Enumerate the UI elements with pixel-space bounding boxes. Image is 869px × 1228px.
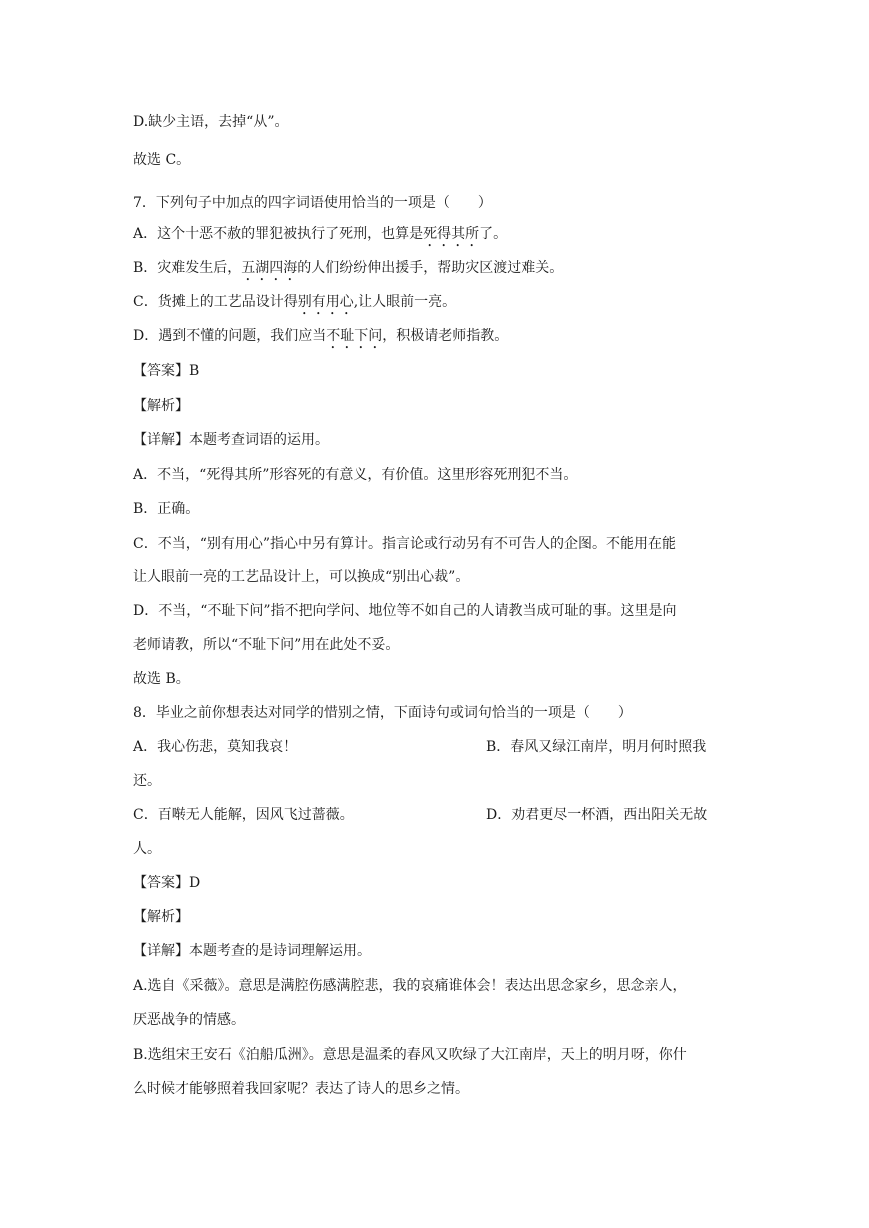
q7-option-d xyxy=(133,326,508,352)
q8-option-d-line2: 人。 xyxy=(133,841,161,857)
q7-option-c xyxy=(133,292,456,318)
q7-option-a-dotted: 死得其所 xyxy=(423,226,480,242)
q7-option-c-suffix: ,让人眼前一亮。 xyxy=(353,294,457,310)
q8-option-b-line1: B．春风又绿江南岸，明月何时照我 xyxy=(486,739,707,755)
q7-analysis-label: 【解析】 xyxy=(133,398,189,414)
q7-explain-d-line1: D．不当，“不耻下问”指不把向学问、地位等不如自己的人请教当成可耻的事。这里是向 xyxy=(133,603,677,619)
q8-explain-a-line1: A.选自《采薇》。意思是满腔伤感满腔悲，我的哀痛谁体会！表达出思念家乡，思念亲人， xyxy=(133,978,687,994)
q8-explain-b-line2: 么时候才能够照着我回家呢？表达了诗人的思乡之情。 xyxy=(133,1081,469,1097)
q7-option-d-prefix: D．遇到不懂的问题，我们应当 xyxy=(133,328,327,344)
q7-option-b-suffix: 的人们纷纷伸出援手，帮助灾区渡过难关。 xyxy=(297,260,564,276)
q8-option-d-line1: D．劝君更尽一杯酒，西出阳关无故 xyxy=(486,807,708,823)
q7-detail: 【详解】本题考查词语的运用。 xyxy=(133,432,329,448)
q7-option-d-dotted: 不耻下问 xyxy=(326,328,383,344)
q7-option-b-dotted: 五湖四海 xyxy=(241,260,298,276)
q8-option-a: A．我心伤悲，莫知我哀！ xyxy=(133,739,298,755)
q7-option-c-dotted: 别有用心 xyxy=(297,294,354,310)
q8-explain-b-line1: B.选组宋王安石《泊船瓜洲》。意思是温柔的春风又吹绿了大江南岸，天上的明月呀，你什 xyxy=(133,1047,687,1063)
q7-option-c-prefix: C．货摊上的工艺品设计得 xyxy=(133,294,298,310)
q7-explain-a: A．不当，“死得其所”形容死的有意义，有价值。这里形容死刑犯不当。 xyxy=(133,467,578,483)
q8-detail: 【详解】本题考查的是诗词理解运用。 xyxy=(133,943,371,959)
q7-explain-d-line2: 老师请教，所以“不耻下问”用在此处不妥。 xyxy=(133,637,400,653)
q7-answer: 【答案】B xyxy=(133,363,200,379)
q7-option-a-prefix: A．这个十恶不赦的罪犯被执行了死刑，也算是 xyxy=(133,226,424,242)
q7-explain-c-line1: C．不当，“别有用心”指心中另有算计。指言论或行动另有不可告人的企图。不能用在能 xyxy=(133,536,677,552)
q8-explain-a-line2: 厌恶战争的情感。 xyxy=(133,1012,245,1028)
q8-option-c: C．百啭无人能解，因风飞过蔷薇。 xyxy=(133,807,354,823)
prev-conclusion: 故选 C。 xyxy=(133,152,191,168)
q7-option-d-suffix: ，积极请老师指教。 xyxy=(382,328,509,344)
q7-option-b xyxy=(133,258,563,284)
q7-option-a-suffix: 了。 xyxy=(479,226,508,242)
q8-analysis-label: 【解析】 xyxy=(133,909,189,925)
q7-conclusion: 故选 B。 xyxy=(133,671,190,687)
q7-explain-b: B．正确。 xyxy=(133,501,200,517)
q7-explain-c-line2: 让人眼前一亮的工艺品设计上，可以换成“别出心裁”。 xyxy=(133,569,470,585)
q8-answer: 【答案】D xyxy=(133,875,201,891)
prev-option-d: D.缺少主语，去掉“从”。 xyxy=(133,114,289,130)
q7-option-a xyxy=(133,224,507,250)
q8-option-b-line2: 还。 xyxy=(133,773,161,789)
q7-option-b-prefix: B．灾难发生后， xyxy=(133,260,242,276)
q8-stem: 8．毕业之前你想表达对同学的惜别之情，下面诗句或词句恰当的一项是（ ） xyxy=(133,705,632,721)
q7-stem: 7．下列句子中加点的四字词语使用恰当的一项是（ ） xyxy=(133,195,492,211)
